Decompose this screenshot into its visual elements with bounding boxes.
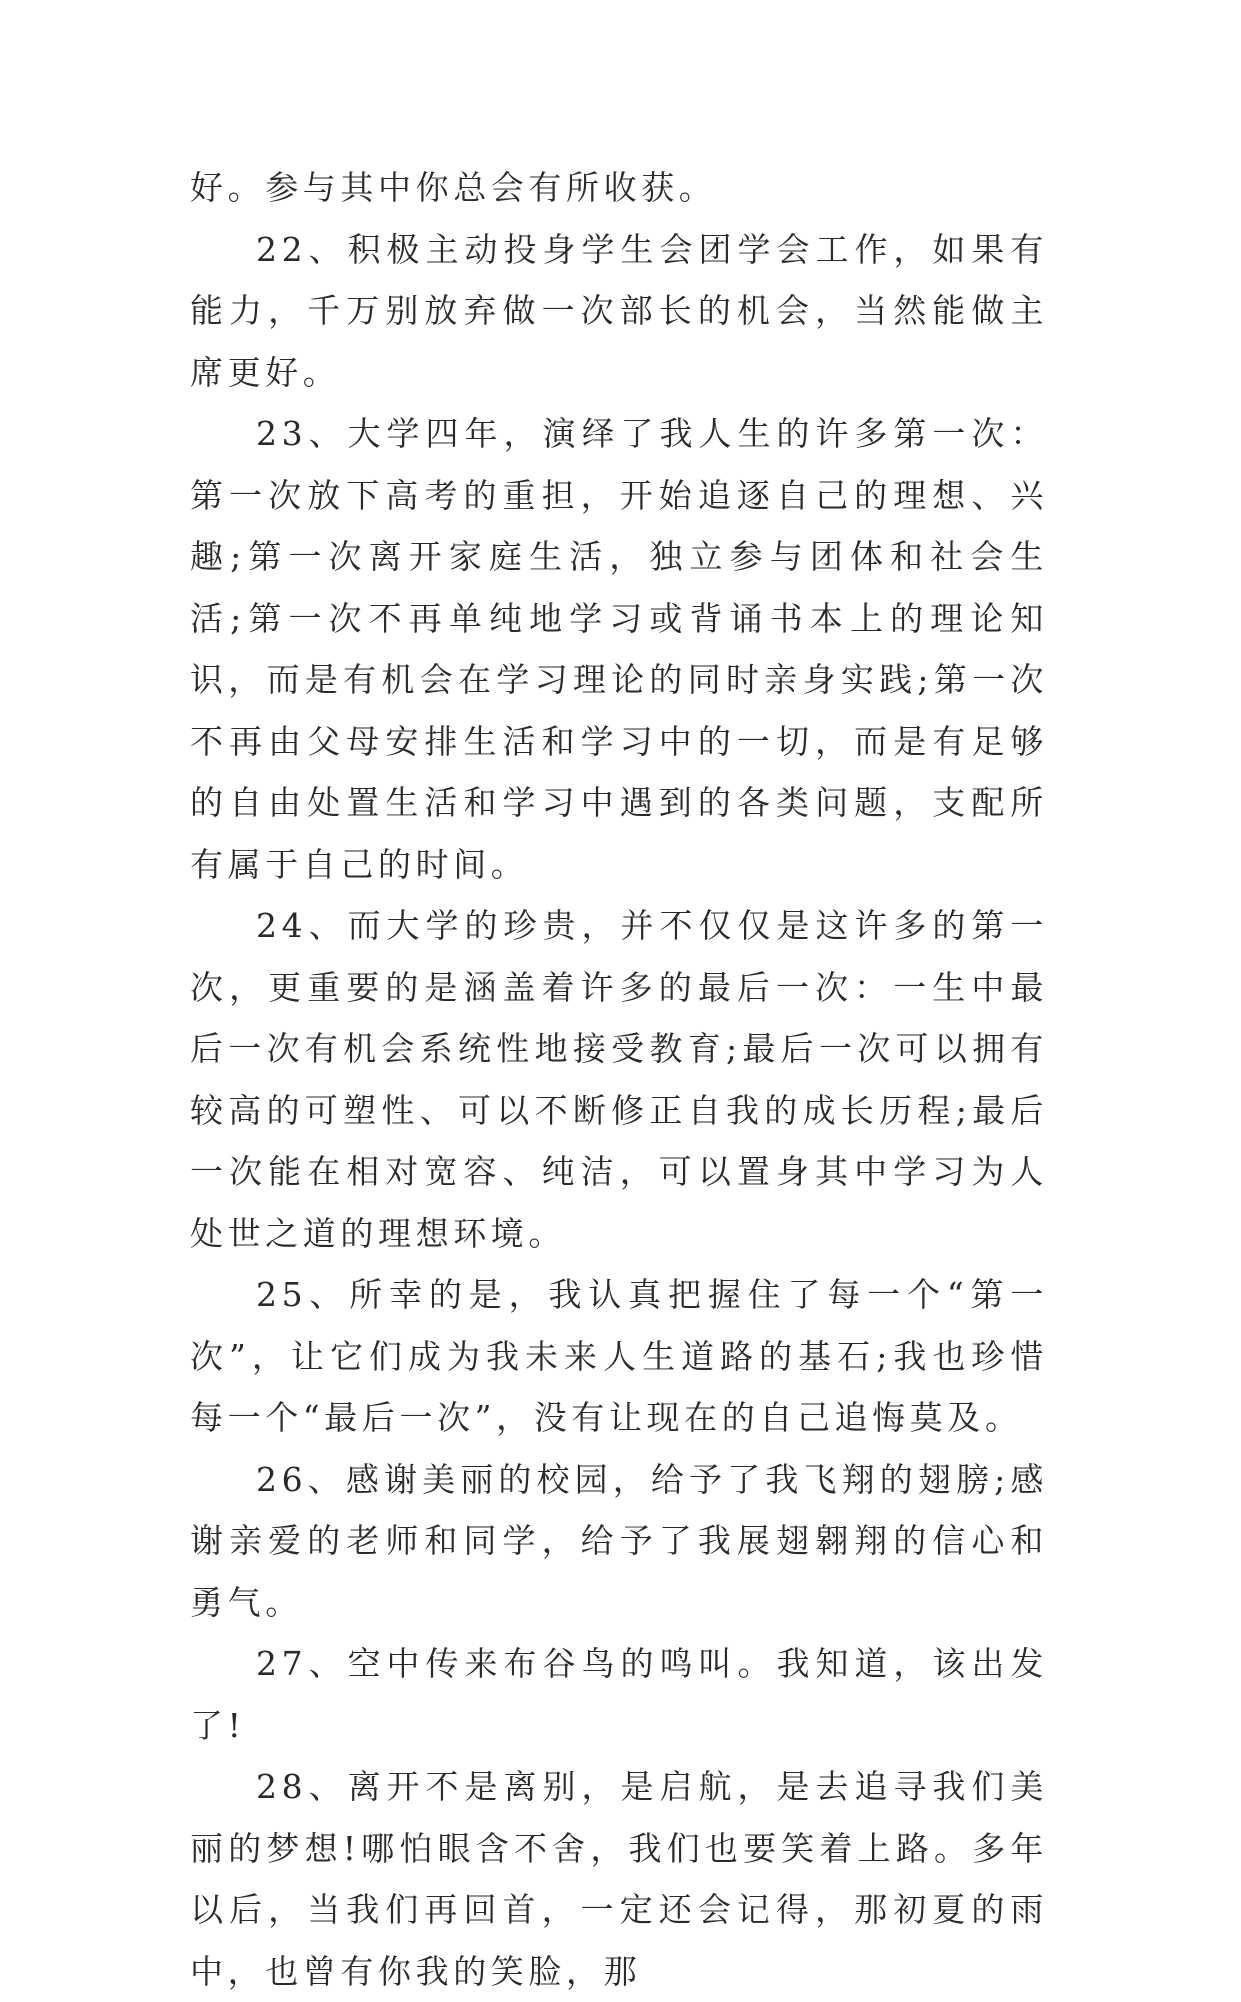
paragraph-continuation: 好。参与其中你总会有所收获。 (190, 168, 717, 207)
paragraph-23: 23、大学四年，演绎了我人生的许多第一次：第一次放下高考的重担，开始追逐自己的理想、兴趣;第一次离开家庭生活，独立参与团体和社会生活;第一次不再单纯地学习或背诵书本上的理论知识，而是有机会在学习理论的同时亲身实践;第一次不再由父母安排生活和学习中的一切，而是有足够的自由处置生活和学习中遇到的各类问题，支配所有属于自己的时间。 (190, 414, 1048, 884)
paragraph-27: 27、空中传来布谷鸟的鸣叫。我知道，该出发了! (190, 1644, 1048, 1745)
paragraph-28: 28、离开不是离别，是启航，是去追寻我们美丽的梦想!哪怕眼含不舍，我们也要笑着上路。多年以后，当我们再回首，一定还会记得，那初夏的雨中，也曾有你我的笑脸，那 (190, 1767, 1048, 1991)
paragraph-24: 24、而大学的珍贵，并不仅仅是这许多的第一次，更重要的是涵盖着许多的最后一次：一生中最后一次有机会系统性地接受教育;最后一次可以拥有较高的可塑性、可以不断修正自我的成长历程;最后一次能在相对宽容、纯洁，可以置身其中学习为人处世之道的理想环境。 (190, 906, 1048, 1253)
paragraph-22: 22、积极主动投身学生会团学会工作，如果有能力，千万别放弃做一次部长的机会，当然能做主席更好。 (190, 229, 1048, 392)
paragraph-25: 25、所幸的是，我认真把握住了每一个“第一次”，让它们成为我未来人生道路的基石;我也珍惜每一个“最后一次”，没有让现在的自己追悔莫及。 (190, 1275, 1048, 1437)
paragraph-26: 26、感谢美丽的校园，给予了我飞翔的翅膀;感谢亲爱的老师和同学，给予了我展翅翱翔的信心和勇气。 (190, 1459, 1048, 1622)
document-body (190, 157, 1048, 2002)
